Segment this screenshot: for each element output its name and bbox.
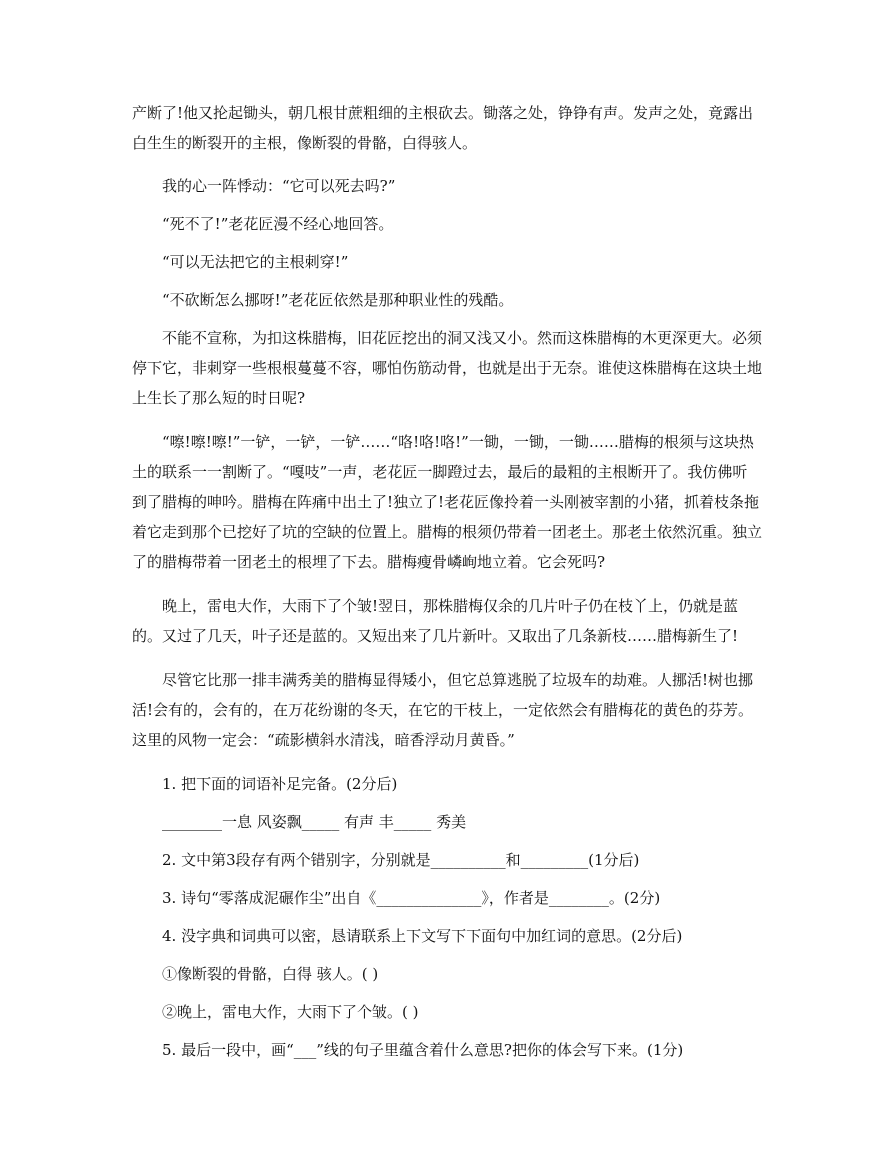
question-5: 5. 最后一段中，画“___”线的句子里蕴含着什么意思?把你的体会写下来。(1分) — [162, 1041, 684, 1059]
question-2: 2. 文中第3段存有两个错别字，分别就是__________和_________(1分后) — [162, 851, 640, 869]
paragraph: 晚上，雷电大作，大雨下了个皱!翌日，那株腊梅仅余的几片叶子仍在枝丫上，仍就是蓝的。又过了几天，叶子还是蓝的。又短出来了几片新叶。又取出了几条新枝……腊梅新生了! — [132, 597, 739, 645]
question-1-blanks: ________一息 风姿飘_____ 有声 丰_____ 秀美 — [162, 813, 467, 831]
paragraph: 尽管它比那一排丰满秀美的腊梅显得矮小，但它总算逃脱了垃圾车的劫难。人挪活!树也挪活!会有的，会有的，在万花纷谢的冬天，在它的干枝上，一定依然会有腊梅花的黄色的芬芳。这里的风物一定会：“疏影横斜水清浅，暗香浮动月黄昏。” — [132, 671, 754, 749]
question-4-item-1: ①像断裂的骨骼，白得 骇人。( ) — [162, 965, 379, 983]
question-1: 1. 把下面的词语补足完备。(2分后) — [162, 775, 398, 793]
paragraph: “可以无法把它的主根刺穿!” — [162, 253, 349, 271]
paragraph: 我的心一阵悸动：“它可以死去吗?” — [162, 177, 396, 195]
paragraph: “死不了!”老花匠漫不经心地回答。 — [162, 215, 394, 233]
question-4: 4. 没字典和词典可以密，恳请联系上下文写下下面句中加红词的意思。(2分后) — [162, 927, 683, 945]
paragraph: 产断了!他又抡起锄头，朝几根甘蔗粗细的主根砍去。锄落之处，铮铮有声。发声之处，竟露出白生生的断裂开的主根，像断裂的骨骼，白得骇人。 — [132, 104, 754, 152]
document-page — [132, 98, 762, 1073]
paragraph: 不能不宣称，为扣这株腊梅，旧花匠挖出的洞又浅又小。然而这株腊梅的木更深更大。必须停下它，非刺穿一些根根蔓蔓不容，哪怕伤筋动骨，也就是出于无奈。谁使这株腊梅在这块土地上生长了那么短的时日呢? — [132, 329, 763, 407]
paragraph: “不砍断怎么挪呀!”老花匠依然是那种职业性的残酷。 — [162, 291, 514, 309]
question-3: 3. 诗句“零落成泥碾作尘”出自《______________》，作者是________。(2分) — [162, 889, 661, 907]
question-4-item-2: ②晚上，雷电大作，大雨下了个皱。( ) — [162, 1003, 419, 1021]
paragraph: “嚓!嚓!嚓!”一铲，一铲，一铲……“咯!咯!咯!”一锄，一锄，一锄……腊梅的根须与这块热土的联系一一割断了。“嘎吱”一声，老花匠一脚蹬过去，最后的最粗的主根断开了。我仿佛听到了腊梅的呻吟。腊梅在阵痛中出土了!独立了!老花匠像拎着一头刚被宰割的小猪，抓着枝条拖着它走到那个已挖好了坑的空缺的位置上。腊梅的根须仍带着一团老土。那老土依然沉重。独立了的腊梅带着一团老土的根埋了下去。腊梅瘦骨嶙峋地立着。它会死吗? — [132, 433, 763, 571]
